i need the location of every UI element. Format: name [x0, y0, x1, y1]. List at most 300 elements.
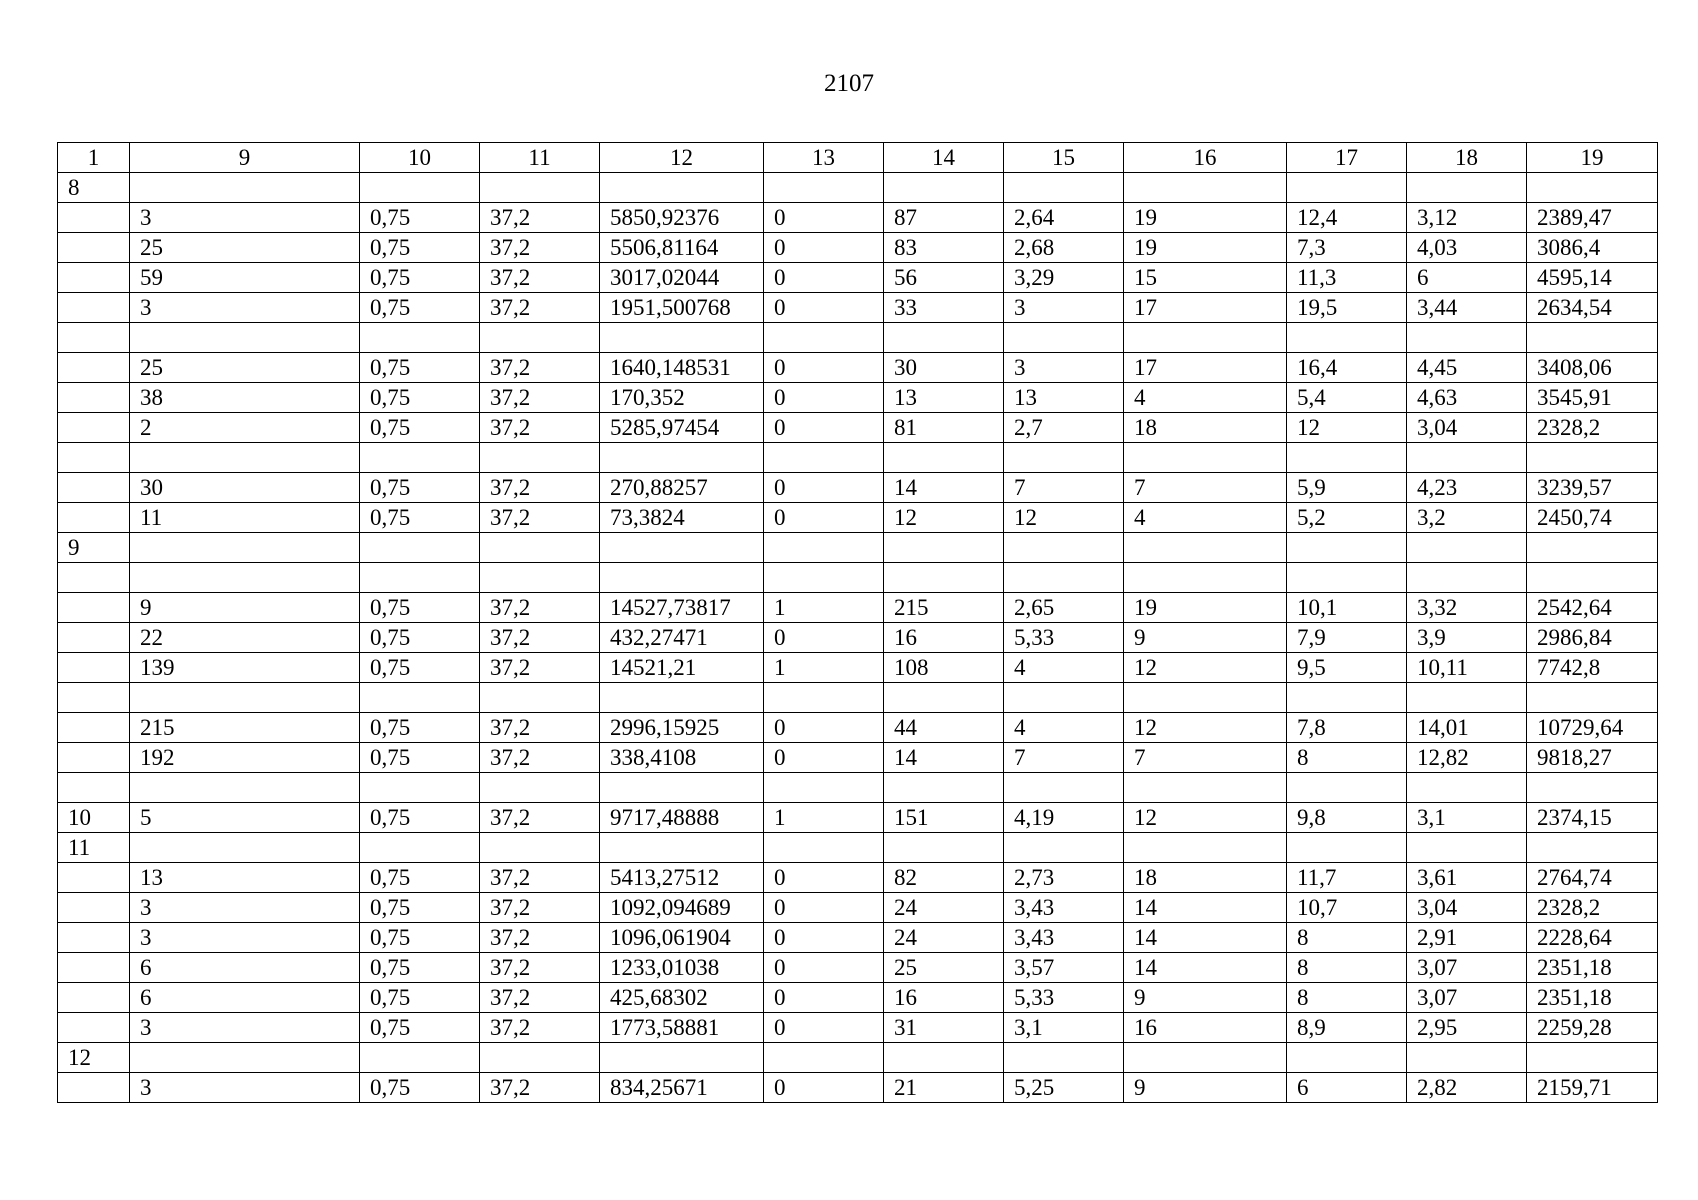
table-cell: [480, 533, 600, 563]
table-cell: 0: [764, 353, 884, 383]
table-cell: [1124, 563, 1287, 593]
table-cell: 0,75: [360, 353, 480, 383]
table-cell: [764, 443, 884, 473]
table-cell: 338,4108: [600, 743, 764, 773]
table-cell: [130, 1043, 360, 1073]
table-cell: 10,1: [1287, 593, 1407, 623]
table-cell: 7: [1004, 743, 1124, 773]
table-cell: 2389,47: [1527, 203, 1658, 233]
table-cell: 16,4: [1287, 353, 1407, 383]
table-cell: [764, 323, 884, 353]
table-row: [58, 1013, 1658, 1043]
table-cell: 5,4: [1287, 383, 1407, 413]
table-cell: 2450,74: [1527, 503, 1658, 533]
table-row: [58, 173, 1658, 203]
table-cell: [764, 173, 884, 203]
table-cell: 12: [1124, 803, 1287, 833]
table-cell: 0: [764, 263, 884, 293]
table-cell: 7: [1004, 473, 1124, 503]
table-cell: 16: [884, 623, 1004, 653]
table-cell: [1407, 683, 1527, 713]
table-cell: [1527, 773, 1658, 803]
table-cell: 2,7: [1004, 413, 1124, 443]
table-cell: 83: [884, 233, 1004, 263]
table-row: [58, 1043, 1658, 1073]
table-cell: 25: [884, 953, 1004, 983]
table-cell: [1287, 1043, 1407, 1073]
table-cell: 37,2: [480, 353, 600, 383]
table-cell: 14: [884, 473, 1004, 503]
table-cell: 4,19: [1004, 803, 1124, 833]
table-cell: 2259,28: [1527, 1013, 1658, 1043]
table-cell: 30: [130, 473, 360, 503]
table-cell: 0: [764, 1073, 884, 1103]
table-cell: 0: [764, 203, 884, 233]
table-cell: 0: [764, 713, 884, 743]
table-cell: [884, 683, 1004, 713]
table-cell: 6: [130, 953, 360, 983]
table-row: [58, 953, 1658, 983]
table-cell: [130, 563, 360, 593]
table-cell: [480, 563, 600, 593]
table-cell: 37,2: [480, 953, 600, 983]
table-cell: 834,25671: [600, 1073, 764, 1103]
table-cell: [764, 563, 884, 593]
table-cell: 7742,8: [1527, 653, 1658, 683]
table-cell: 0,75: [360, 653, 480, 683]
table-cell: [58, 503, 130, 533]
table-cell: [58, 323, 130, 353]
table-cell: 37,2: [480, 593, 600, 623]
table-cell: 19: [1124, 233, 1287, 263]
table-cell: 0: [764, 893, 884, 923]
table-cell: [1124, 173, 1287, 203]
table-cell: 0,75: [360, 743, 480, 773]
table-cell: [360, 683, 480, 713]
table-row: [58, 743, 1658, 773]
table-cell: 1640,148531: [600, 353, 764, 383]
table-row: [58, 833, 1658, 863]
table-cell: 19: [1124, 593, 1287, 623]
table-row: [58, 293, 1658, 323]
table-cell: 170,352: [600, 383, 764, 413]
table-cell: 5,33: [1004, 623, 1124, 653]
table-cell: 6: [1407, 263, 1527, 293]
table-cell: 12: [1287, 413, 1407, 443]
table-cell: [1287, 443, 1407, 473]
table-cell: [480, 683, 600, 713]
table-cell: 33: [884, 293, 1004, 323]
table-cell: 6: [1287, 1073, 1407, 1103]
column-header: 10: [360, 143, 480, 173]
table-cell: [130, 683, 360, 713]
table-cell: 0,75: [360, 203, 480, 233]
table-cell: [360, 833, 480, 863]
table-cell: 9: [1124, 623, 1287, 653]
table-cell: 0: [764, 383, 884, 413]
table-cell: 3,07: [1407, 983, 1527, 1013]
table-cell: 0,75: [360, 923, 480, 953]
table-cell: 37,2: [480, 293, 600, 323]
table-cell: 37,2: [480, 743, 600, 773]
table-cell: 0,75: [360, 413, 480, 443]
table-cell: 3: [1004, 353, 1124, 383]
table-cell: 37,2: [480, 1073, 600, 1103]
table-cell: 215: [130, 713, 360, 743]
table-cell: [130, 533, 360, 563]
table-cell: [1287, 533, 1407, 563]
table-cell: 3,61: [1407, 863, 1527, 893]
table-cell: 2996,15925: [600, 713, 764, 743]
table-cell: [58, 203, 130, 233]
table-cell: 15: [1124, 263, 1287, 293]
table-cell: [130, 443, 360, 473]
table-cell: 425,68302: [600, 983, 764, 1013]
table-cell: 16: [1124, 1013, 1287, 1043]
table-cell: 0: [764, 863, 884, 893]
table-cell: 5850,92376: [600, 203, 764, 233]
table-row: [58, 923, 1658, 953]
table-cell: 0: [764, 623, 884, 653]
table-cell: 24: [884, 893, 1004, 923]
table-cell: [58, 1013, 130, 1043]
table-cell: [1407, 773, 1527, 803]
table-cell: 87: [884, 203, 1004, 233]
table-cell: 37,2: [480, 503, 600, 533]
table-row: [58, 533, 1658, 563]
table-cell: 9: [130, 593, 360, 623]
table-cell: 3: [130, 203, 360, 233]
table-row: [58, 773, 1658, 803]
table-cell: 3,9: [1407, 623, 1527, 653]
table-cell: 5285,97454: [600, 413, 764, 443]
table-cell: [1407, 1043, 1527, 1073]
table-cell: 14: [1124, 893, 1287, 923]
table-row: [58, 413, 1658, 443]
table-cell: [360, 323, 480, 353]
table-cell: 1096,061904: [600, 923, 764, 953]
table-cell: [1124, 323, 1287, 353]
table-cell: [1287, 323, 1407, 353]
table-row: [58, 503, 1658, 533]
table-cell: 17: [1124, 353, 1287, 383]
table-cell: 18: [1124, 863, 1287, 893]
table-cell: 2764,74: [1527, 863, 1658, 893]
table-cell: 8: [1287, 983, 1407, 1013]
table-cell: 1: [764, 593, 884, 623]
table-cell: 2: [130, 413, 360, 443]
table-cell: 3,12: [1407, 203, 1527, 233]
table-cell: [58, 383, 130, 413]
table-row: [58, 353, 1658, 383]
table-cell: 44: [884, 713, 1004, 743]
table-cell: [884, 833, 1004, 863]
table-cell: [58, 473, 130, 503]
table-cell: 8: [1287, 953, 1407, 983]
table-cell: 4,23: [1407, 473, 1527, 503]
table-cell: 13: [130, 863, 360, 893]
table-cell: 56: [884, 263, 1004, 293]
table-cell: 5,33: [1004, 983, 1124, 1013]
table-cell: [360, 563, 480, 593]
table-cell: [1004, 533, 1124, 563]
table-cell: [480, 323, 600, 353]
table-cell: 11: [130, 503, 360, 533]
table-cell: 6: [130, 983, 360, 1013]
table-cell: [58, 743, 130, 773]
table-cell: [480, 173, 600, 203]
table-cell: [58, 563, 130, 593]
table-cell: 0: [764, 953, 884, 983]
table-cell: 1: [764, 803, 884, 833]
table-cell: 12,4: [1287, 203, 1407, 233]
table-cell: 31: [884, 1013, 1004, 1043]
table-cell: [1527, 1043, 1658, 1073]
table-cell: [1004, 323, 1124, 353]
table-cell: [1124, 833, 1287, 863]
table-cell: 1773,58881: [600, 1013, 764, 1043]
table-cell: 4595,14: [1527, 263, 1658, 293]
table-cell: 37,2: [480, 713, 600, 743]
column-header: 15: [1004, 143, 1124, 173]
table-cell: 2228,64: [1527, 923, 1658, 953]
column-header: 13: [764, 143, 884, 173]
table-cell: 5506,81164: [600, 233, 764, 263]
table-cell: 4,03: [1407, 233, 1527, 263]
table-cell: [58, 653, 130, 683]
table-cell: 0: [764, 1013, 884, 1043]
table-cell: 3: [130, 923, 360, 953]
table-cell: [58, 983, 130, 1013]
table-cell: 0,75: [360, 893, 480, 923]
page-number: 2107: [824, 70, 874, 97]
table-cell: 0: [764, 983, 884, 1013]
table-cell: [1287, 773, 1407, 803]
table-cell: [360, 533, 480, 563]
table-cell: 151: [884, 803, 1004, 833]
table-cell: 2351,18: [1527, 953, 1658, 983]
table-cell: 0: [764, 233, 884, 263]
table-cell: [1004, 833, 1124, 863]
table-cell: [1287, 563, 1407, 593]
column-header: 14: [884, 143, 1004, 173]
table-cell: [130, 833, 360, 863]
table-cell: 14527,73817: [600, 593, 764, 623]
table-cell: 1092,094689: [600, 893, 764, 923]
column-header: 18: [1407, 143, 1527, 173]
table-cell: [360, 773, 480, 803]
table-cell: 2,73: [1004, 863, 1124, 893]
column-header: 12: [600, 143, 764, 173]
table-cell: 7: [1124, 743, 1287, 773]
table-cell: [1527, 173, 1658, 203]
table-cell: 1233,01038: [600, 953, 764, 983]
table-cell: 2,64: [1004, 203, 1124, 233]
table-cell: [1004, 563, 1124, 593]
table-cell: 12: [884, 503, 1004, 533]
table-cell: 3,04: [1407, 893, 1527, 923]
table-cell: 37,2: [480, 653, 600, 683]
table-cell: 2,68: [1004, 233, 1124, 263]
table-row: [58, 713, 1658, 743]
table-cell: 37,2: [480, 413, 600, 443]
table-cell: 5,2: [1287, 503, 1407, 533]
table-cell: [58, 233, 130, 263]
table-cell: 38: [130, 383, 360, 413]
table-cell: 0,75: [360, 473, 480, 503]
table-cell: 0: [764, 473, 884, 503]
table-cell: [884, 533, 1004, 563]
table-cell: 3,1: [1004, 1013, 1124, 1043]
table-cell: 3,1: [1407, 803, 1527, 833]
table-cell: 0: [764, 293, 884, 323]
table-cell: 59: [130, 263, 360, 293]
table-cell: 0,75: [360, 803, 480, 833]
table-cell: 3: [130, 893, 360, 923]
table-cell: [884, 1043, 1004, 1073]
table-row: [58, 653, 1658, 683]
table-cell: 8: [58, 173, 130, 203]
table-cell: 25: [130, 233, 360, 263]
table-cell: 3545,91: [1527, 383, 1658, 413]
table-row: [58, 893, 1658, 923]
table-cell: 2,82: [1407, 1073, 1527, 1103]
table-cell: 12: [1004, 503, 1124, 533]
table-cell: 14: [1124, 953, 1287, 983]
column-header: 16: [1124, 143, 1287, 173]
table-cell: 3239,57: [1527, 473, 1658, 503]
table-cell: 2542,64: [1527, 593, 1658, 623]
table-cell: [58, 263, 130, 293]
table-cell: 4,45: [1407, 353, 1527, 383]
table-cell: [1287, 173, 1407, 203]
table-cell: [884, 773, 1004, 803]
column-header: 19: [1527, 143, 1658, 173]
table-cell: 18: [1124, 413, 1287, 443]
table-cell: 5: [130, 803, 360, 833]
table-cell: 12: [1124, 653, 1287, 683]
table-cell: [130, 173, 360, 203]
table-cell: [58, 773, 130, 803]
table-cell: 0,75: [360, 263, 480, 293]
column-header: 17: [1287, 143, 1407, 173]
table-cell: [1527, 563, 1658, 593]
table-cell: 37,2: [480, 803, 600, 833]
table-cell: 4: [1004, 713, 1124, 743]
table-cell: [1124, 773, 1287, 803]
table-cell: [58, 293, 130, 323]
table-cell: [764, 1043, 884, 1073]
table-cell: 13: [884, 383, 1004, 413]
table-cell: [884, 173, 1004, 203]
table-cell: 9: [1124, 1073, 1287, 1103]
table-row: [58, 563, 1658, 593]
table-cell: 9,5: [1287, 653, 1407, 683]
table-cell: 11: [58, 833, 130, 863]
table-cell: [1527, 533, 1658, 563]
table-cell: [480, 833, 600, 863]
table-cell: 1951,500768: [600, 293, 764, 323]
table-cell: 1: [764, 653, 884, 683]
table-cell: 3: [130, 1073, 360, 1103]
table-row: [58, 863, 1658, 893]
table-cell: 0,75: [360, 233, 480, 263]
table-row: [58, 1073, 1658, 1103]
table-cell: 37,2: [480, 1013, 600, 1043]
table-cell: 3: [1004, 293, 1124, 323]
table-cell: 0,75: [360, 1073, 480, 1103]
table-cell: 82: [884, 863, 1004, 893]
table-cell: [1407, 173, 1527, 203]
table-cell: 108: [884, 653, 1004, 683]
table-cell: 81: [884, 413, 1004, 443]
table-cell: 10,11: [1407, 653, 1527, 683]
table-cell: 37,2: [480, 233, 600, 263]
table-cell: 0,75: [360, 863, 480, 893]
table-cell: [480, 773, 600, 803]
table-cell: 2634,54: [1527, 293, 1658, 323]
table-cell: [360, 173, 480, 203]
table-row: [58, 263, 1658, 293]
table-cell: [1004, 773, 1124, 803]
table-cell: 37,2: [480, 203, 600, 233]
table-cell: 2,95: [1407, 1013, 1527, 1043]
table-cell: 2159,71: [1527, 1073, 1658, 1103]
table-cell: 22: [130, 623, 360, 653]
table-cell: 14: [884, 743, 1004, 773]
table-cell: 4,63: [1407, 383, 1527, 413]
column-header: 1: [58, 143, 130, 173]
column-header: 11: [480, 143, 600, 173]
table-cell: 8: [1287, 743, 1407, 773]
table-cell: 19,5: [1287, 293, 1407, 323]
table-cell: [1004, 173, 1124, 203]
table-cell: [1407, 323, 1527, 353]
table-cell: 432,27471: [600, 623, 764, 653]
table-cell: 7,9: [1287, 623, 1407, 653]
table-cell: [58, 893, 130, 923]
table-cell: 19: [1124, 203, 1287, 233]
table-cell: [58, 413, 130, 443]
table-cell: 3,43: [1004, 923, 1124, 953]
table-cell: 0,75: [360, 293, 480, 323]
table-cell: [480, 1043, 600, 1073]
table-cell: [58, 1073, 130, 1103]
table-cell: 12,82: [1407, 743, 1527, 773]
table-cell: 0,75: [360, 983, 480, 1013]
table-cell: [1124, 683, 1287, 713]
table-cell: [58, 863, 130, 893]
table-cell: 3,29: [1004, 263, 1124, 293]
table-cell: [600, 533, 764, 563]
table-cell: 3,2: [1407, 503, 1527, 533]
table-cell: 8: [1287, 923, 1407, 953]
table-cell: [58, 923, 130, 953]
table-cell: [130, 323, 360, 353]
table-cell: 73,3824: [600, 503, 764, 533]
table-cell: 192: [130, 743, 360, 773]
table-cell: 13: [1004, 383, 1124, 413]
table-cell: 37,2: [480, 623, 600, 653]
table-cell: 3,32: [1407, 593, 1527, 623]
table-row: [58, 803, 1658, 833]
table-cell: [1527, 323, 1658, 353]
table-cell: 2,91: [1407, 923, 1527, 953]
table-header-row: [58, 143, 1658, 173]
table-cell: 37,2: [480, 473, 600, 503]
table-cell: [58, 953, 130, 983]
table-cell: 11,3: [1287, 263, 1407, 293]
